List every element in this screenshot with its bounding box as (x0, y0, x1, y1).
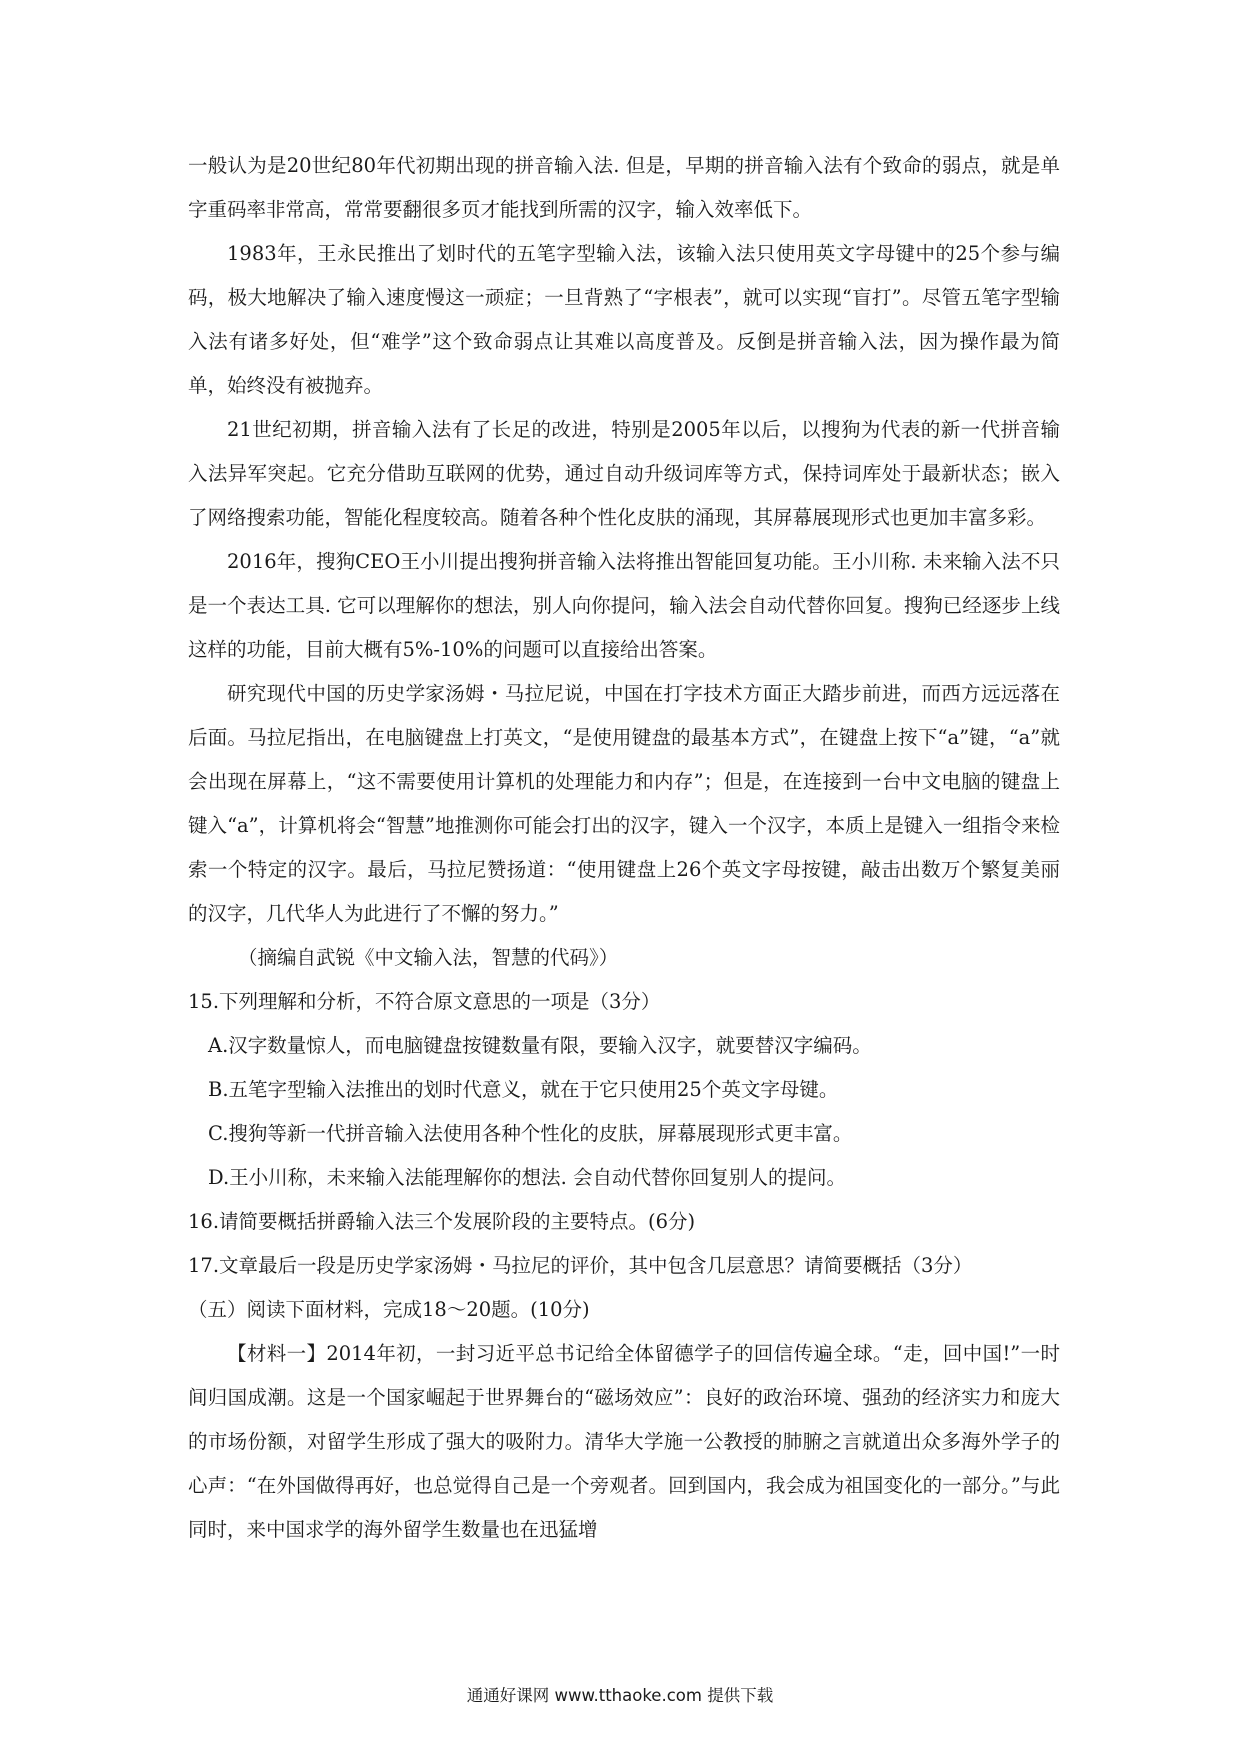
question-15-stem: 15.下列理解和分析，不符合原文意思的一项是（3分） (188, 990, 661, 1013)
question-15-option-a: A.汉字数量惊人，而电脑键盘按键数量有限，要输入汉字，就要替汉字编码。 (208, 1034, 872, 1057)
question-15-option-c: C.搜狗等新一代拼音输入法使用各种个性化的皮肤，屏幕展现形式更丰富。 (208, 1122, 853, 1145)
question-16: 16.请简要概括拼爵输入法三个发展阶段的主要特点。(6分) (188, 1210, 696, 1233)
page-footer: 通通好课网 www.tthaoke.com 提供下载 (466, 1686, 774, 1705)
paragraph-continuation: 一般认为是20世纪80年代初期出现的拼音输入法. 但是，早期的拼音输入法有个致命的弱点，就是单字重码率非常高，常常要翻很多页才能找到所需的汉字，输入效率低下。 (188, 154, 1060, 221)
paragraph-2016: 2016年，搜狗CEO王小川提出搜狗拼音输入法将推出智能回复功能。王小川称. 未来输入法不只是一个表达工具. 它可以理解你的想法，别人向你提问，输入法会自动代替你回复。搜狗已经逐步上线这样的功能，目前大概有5%-10%的问题可以直接给出答案。 (188, 550, 1060, 661)
citation: （摘编自武锐《中文输入法，智慧的代码》） (238, 946, 619, 969)
material-one: 【材料一】2014年初，一封习近平总书记给全体留德学子的回信传遍全球。“走，回中国!”一时间归国成潮。这是一个国家崛起于世界舞台的“磁场效应”：良好的政治环境、强劲的经济实力和庞大的市场份额，对留学生形成了强大的吸附力。清华大学施一公教授的肺腑之言就道出众多海外学子的心声：“在外国做得再好，也总觉得自己是一个旁观者。回到国内，我会成为祖国变化的一部分。”与此同时，来中国求学的海外留学生数量也在迅猛增 (188, 1342, 1060, 1541)
question-15-option-b: B.五笔字型输入法推出的划时代意义，就在于它只使用25个英文字母键。 (208, 1078, 839, 1101)
paragraph-21st-century: 21世纪初期，拼音输入法有了长足的改进，特别是2005年以后，以搜狗为代表的新一代拼音输入法异军突起。它充分借助互联网的优势，通过自动升级词库等方式，保持词库处于最新状态；嵌入了网络搜索功能，智能化程度较高。随着各种个性化皮肤的涌现，其屏幕展现形式也更加丰富多彩。 (188, 418, 1060, 529)
paragraph-mullaney: 研究现代中国的历史学家汤姆・马拉尼说，中国在打字技术方面正大踏步前进，而西方远远落在后面。马拉尼指出，在电脑键盘上打英文，“是使用键盘的最基本方式”，在键盘上按下“a”键，“a”就会出现在屏幕上，“这不需要使用计算机的处理能力和内存”；但是，在连接到一台中文电脑的键盘上键入“a”，计算机将会“智慧”地推测你可能会打出的汉字，键入一个汉字，本质上是键入一组指令来检索一个特定的汉字。最后，马拉尼赞扬道：“使用键盘上26个英文字母按键，敲击出数万个繁复美丽的汉字，几代华人为此进行了不懈的努力。” (188, 682, 1060, 925)
question-17: 17.文章最后一段是历史学家汤姆・马拉尼的评价，其中包含几层意思？请简要概括（3分） (188, 1254, 973, 1277)
article-body (188, 144, 1060, 1552)
section-5-heading: （五）阅读下面材料，完成18～20题。(10分) (188, 1298, 590, 1321)
question-15-option-d: D.王小川称，未来输入法能理解你的想法. 会自动代替你回复别人的提问。 (208, 1166, 847, 1189)
paragraph-wubi: 1983年，王永民推出了划时代的五笔字型输入法，该输入法只使用英文字母键中的25个参与编码，极大地解决了输入速度慢这一顽症；一旦背熟了“字根表”，就可以实现“盲打”。尽管五笔字型输入法有诸多好处，但“难学”这个致命弱点让其难以高度普及。反倒是拼音输入法，因为操作最为简单，始终没有被抛弃。 (188, 242, 1060, 397)
